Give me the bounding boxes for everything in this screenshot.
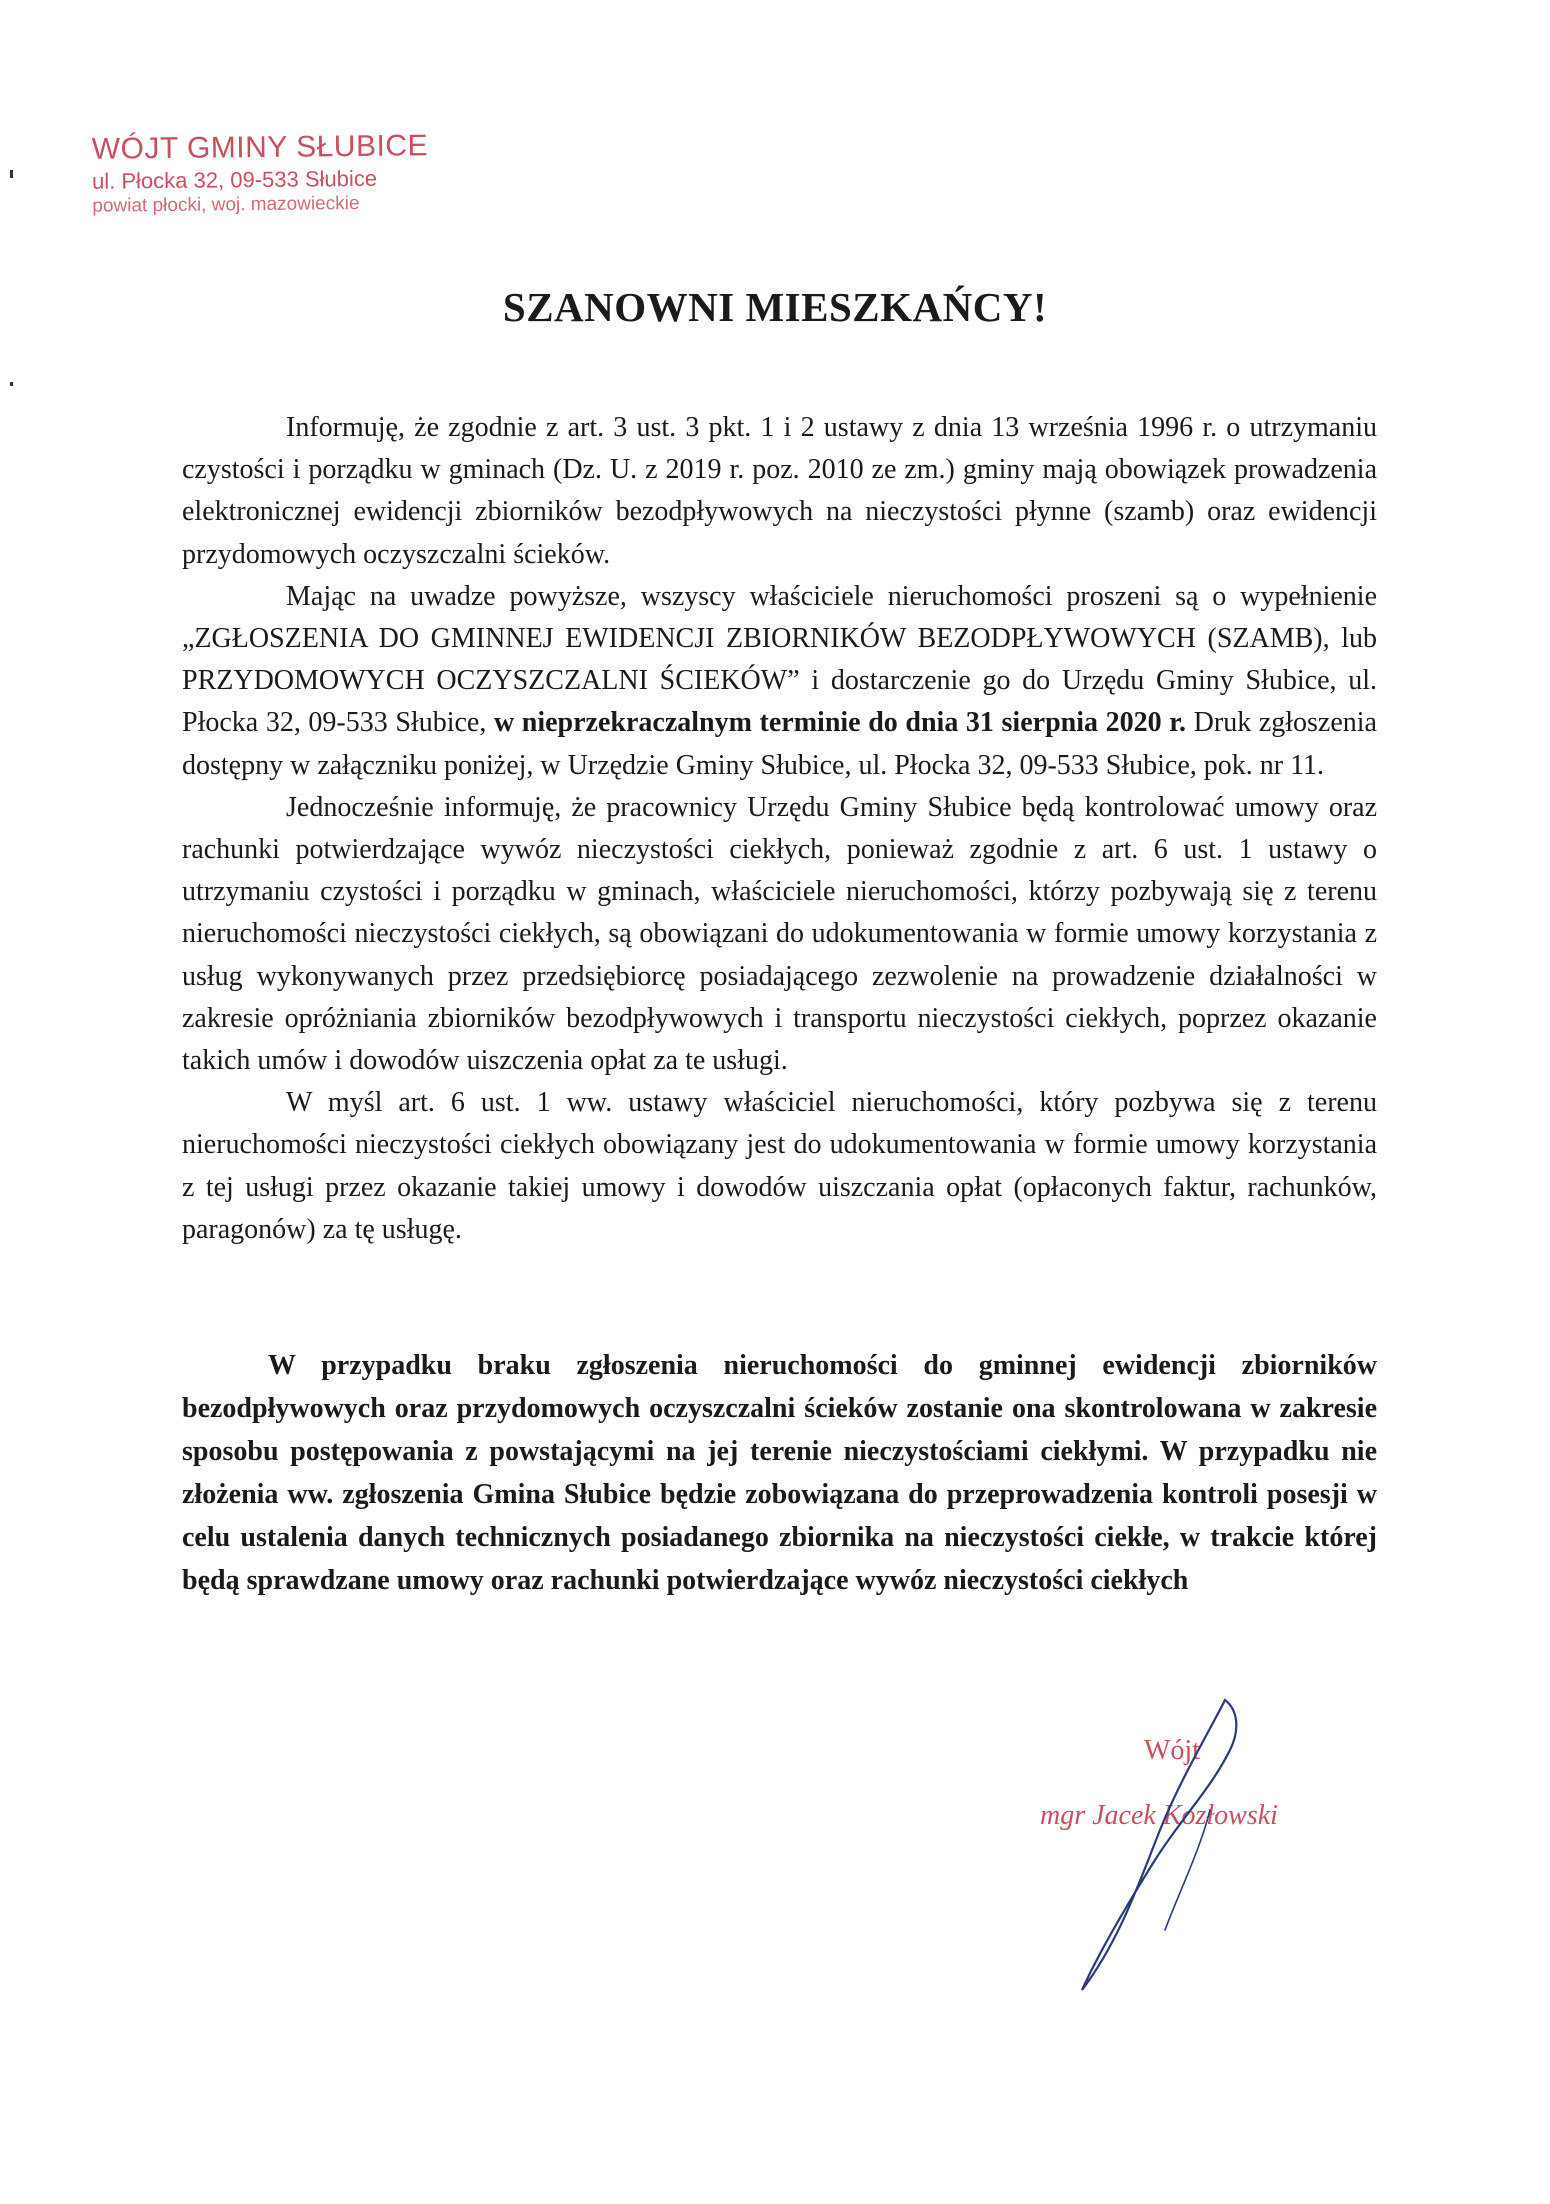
stamp-title: WÓJT GMINY SŁUBICE bbox=[91, 129, 429, 166]
scan-margin-mark bbox=[10, 382, 13, 386]
paragraph-request bbox=[182, 576, 1377, 787]
signature-title: Wójt bbox=[1144, 1735, 1200, 1766]
letter-body bbox=[182, 407, 1377, 1251]
request-text: Mając na uwadze powyższe, wszyscy właściciele nieruchomości proszeni są o wypełnienie „ZGŁOSZENIA DO GMINNEJ EWIDENCJI ZBIORNIKÓW BEZODPŁYWOWYCH (SZAMB), lub PRZYDOMOWYCH OCZYSZCZALNI ŚCIEKÓW” i dostarczenie go do Urzędu Gminy Słubice, ul. Płocka 32, 09-533 Słubice, bbox=[182, 580, 1377, 739]
paragraph-owner-obligation: W myśl art. 6 ust. 1 ww. ustawy właściciel nieruchomości, który pozbywa się z terenu nieruchomości nieczystości ciekłych obowiązany jest do udokumentowania w formie umowy korzystania z tej usługi przez okazanie takiej umowy i dowodów uiszczania opłat (opłaconych faktur, rachunków, paragonów) za tę usługę. bbox=[182, 1087, 1377, 1245]
bold-notice: W przypadku braku zgłoszenia nieruchomości do gminnej ewidencji zbiorników bezodpływowych oraz przydomowych oczyszczalni ścieków zostanie ona skontrolowana w zakresie sposobu postępowania z powstającymi na jej terenie nieczystościami ciekłymi. W przypadku nie złożenia ww. zgłoszenia Gmina Słubice będzie zobowiązana do przeprowadzenia kontroli posesji w celu ustalenia danych technicznych posiadanego zbiornika na nieczystości ciekłe, w trakcie której będą sprawdzane umowy oraz rachunki potwierdzające wywóz nieczystości ciekłych bbox=[182, 1350, 1377, 1596]
form-availability-text: Druk zgłoszenia dostępny w załączniku poniżej, w Urzędzie Gminy Słubice, ul. Płocka 32, 09-533 Słubice, pok. nr 11. bbox=[182, 707, 1377, 781]
stamp-region: powiat płocki, woj. mazowieckie bbox=[92, 193, 360, 218]
office-stamp bbox=[92, 128, 429, 218]
stamp-address: ul. Płocka 32, 09-533 Słubice bbox=[91, 165, 378, 194]
paragraph-legal-basis: Informuję, że zgodnie z art. 3 ust. 3 pkt. 1 i 2 ustawy z dnia 13 września 1996 r. o utrzymaniu czystości i porządku w gminach (Dz. U. z 2019 r. poz. 2010 ze zm.) gminy mają obowiązek prowadzenia elektronicznej ewidencji zbiorników bezodpływowych na nieczystości płynne (szamb) oraz ewidencji przydomowych oczyszczalni ścieków. bbox=[182, 412, 1377, 570]
deadline-text: w nieprzekraczalnym terminie do dnia 31 sierpnia 2020 r. bbox=[493, 707, 1187, 739]
paragraph-inspection: Jednocześnie informuję, że pracownicy Urzędu Gminy Słubice będą kontrolować umowy oraz rachunki potwierdzające wywóz nieczystości ciekłych, ponieważ zgodnie z art. 6 ust. 1 ustawy o utrzymaniu czystości i porządku w gminach, właściciele nieruchomości, którzy pozbywają się z terenu nieruchomości nieczystości ciekłych, są obowiązani do udokumentowania w formie umowy korzystania z usług wykonywanych przez przedsiębiorcę posiadającego zezwolenie na prowadzenie działalności w zakresie opróżniania zbiorników bezodpływowych i transportu nieczystości ciekłych, poprzez okazanie takich umów i dowodów uiszczenia opłat za te usługi. bbox=[182, 791, 1377, 1077]
scan-margin-mark bbox=[10, 170, 13, 178]
handwritten-signature bbox=[1060, 1690, 1260, 2010]
page-title: SZANOWNI MIESZKAŃCY! bbox=[502, 284, 1048, 330]
signature-name: mgr Jacek Kozłowski bbox=[1040, 1800, 1278, 1831]
